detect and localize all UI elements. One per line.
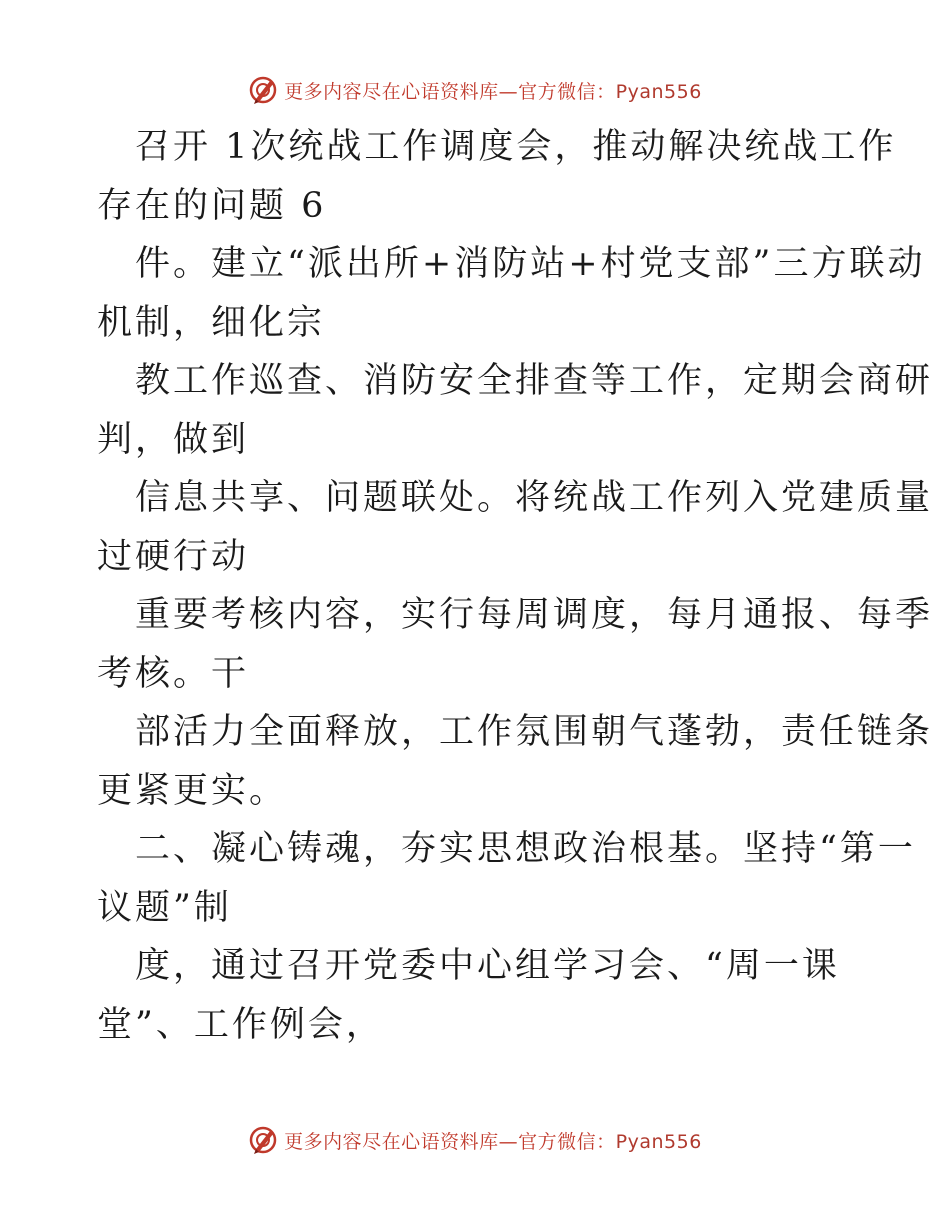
body-line: 更紧更实。 <box>97 770 288 811</box>
body-line: 二、凝心铸魂，夯实思想政治根基。坚持“第一 <box>135 829 916 869</box>
body-line: 存在的问题 6 <box>97 185 327 226</box>
body-line: 机制，细化宗 <box>97 302 326 343</box>
body-line: 件。建立“派出所+消防站+村党支部”三方联动 <box>135 244 926 284</box>
body-line: 教工作巡查、消防安全排查等工作，定期会商研 <box>135 361 934 401</box>
body-line: 堂”、工作例会， <box>97 1004 384 1045</box>
watermark-site-text: 更多内容尽在心语资料库—官方微信： <box>284 80 616 103</box>
body-line: 召开 1次统战工作调度会，推动解决统战工作 <box>135 127 897 167</box>
body-line: 判，做到 <box>97 419 250 460</box>
footer-watermark <box>0 1120 950 1160</box>
document-body <box>97 118 934 1054</box>
body-line: 议题”制 <box>97 887 232 928</box>
watermark-wechat-id: Pyan556 <box>615 1130 702 1153</box>
body-line: 度，通过召开党委中心组学习会、“周一课 <box>135 946 840 986</box>
body-line: 信息共享、问题联处。将统战工作列入党建质量 <box>135 478 934 518</box>
watermark-site-text: 更多内容尽在心语资料库—官方微信： <box>284 1130 616 1153</box>
header-watermark <box>0 70 950 110</box>
body-line: 重要考核内容，实行每周调度，每月通报、每季 <box>135 595 934 635</box>
body-line: 部活力全面释放，工作氛围朝气蓬勃，责任链条 <box>135 712 934 752</box>
body-line: 过硬行动 <box>97 536 250 577</box>
body-line: 考核。干 <box>97 653 250 694</box>
watermark-text <box>284 1127 702 1154</box>
circular-pen-logo-icon <box>248 1125 278 1155</box>
watermark-text <box>284 77 702 104</box>
watermark-wechat-id: Pyan556 <box>615 80 702 103</box>
circular-pen-logo-icon <box>248 75 278 105</box>
